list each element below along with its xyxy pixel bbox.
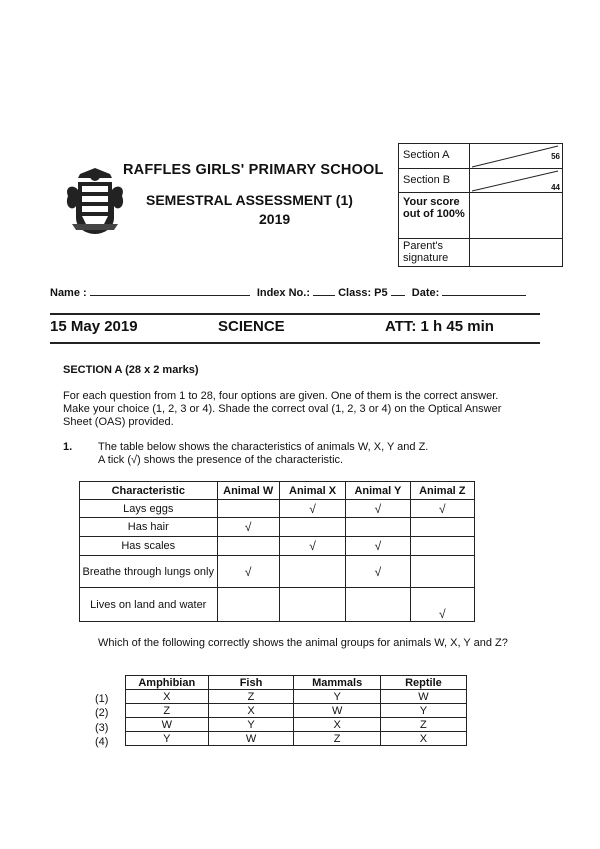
school-crest-logo <box>64 166 126 236</box>
assessment-year: 2019 <box>259 211 291 227</box>
column-header: Animal X <box>279 482 345 500</box>
index-field[interactable] <box>313 286 335 296</box>
table-cell <box>217 537 279 556</box>
column-header: Animal Z <box>410 482 474 500</box>
index-label: Index No.: <box>256 287 310 299</box>
section-b-score-cell[interactable] <box>470 169 563 193</box>
table-cell <box>217 588 279 622</box>
column-header: Mammals <box>294 676 380 690</box>
table-cell <box>346 518 410 537</box>
row-label: Lays eggs <box>80 500 218 518</box>
row-label: Breathe through lungs only <box>80 556 218 588</box>
option-cell: Z <box>380 718 466 732</box>
table-cell <box>410 518 474 537</box>
table-cell: √ <box>410 588 474 622</box>
section-b-label: Section B <box>399 169 470 193</box>
question-line-2: A tick (√) shows the presence of the characteristic. <box>98 454 344 466</box>
table-cell: √ <box>279 537 345 556</box>
option-cell: W <box>380 690 466 704</box>
row-label: Has hair <box>80 518 218 537</box>
table-cell: √ <box>217 518 279 537</box>
your-score-label: Your score out of 100% <box>399 193 470 239</box>
option-cell: W <box>294 704 380 718</box>
section-a-label: Section A <box>399 144 470 169</box>
column-header: Amphibian <box>126 676 209 690</box>
score-diagonal <box>470 144 562 169</box>
table-cell: √ <box>217 556 279 588</box>
options-row <box>126 704 467 718</box>
exam-subject: SCIENCE <box>218 318 285 335</box>
parent-signature-cell[interactable] <box>470 239 563 267</box>
class-label: Class: P5 <box>338 287 388 299</box>
table-cell <box>346 588 410 622</box>
name-label: Name : <box>50 287 87 299</box>
table-row <box>80 556 475 588</box>
exam-duration: ATT: 1 h 45 min <box>385 318 494 335</box>
exam-date: 15 May 2019 <box>50 318 138 335</box>
column-header: Characteristic <box>80 482 218 500</box>
student-details-line <box>50 286 526 299</box>
table-cell <box>279 588 345 622</box>
table-cell <box>279 518 345 537</box>
question-text <box>98 441 498 467</box>
section-a-title: SECTION A (28 x 2 marks) <box>63 364 199 376</box>
score-box <box>398 143 563 267</box>
name-field[interactable] <box>90 286 250 296</box>
option-cell: Z <box>126 704 209 718</box>
table-cell <box>410 556 474 588</box>
option-cell: Y <box>126 732 209 746</box>
option-cell: X <box>208 704 294 718</box>
table-cell <box>279 556 345 588</box>
option-cell: W <box>126 718 209 732</box>
section-a-score-cell[interactable] <box>470 144 563 169</box>
table-cell <box>410 537 474 556</box>
table-cell: √ <box>279 500 345 518</box>
option-cell: Z <box>208 690 294 704</box>
date-label: Date: <box>411 287 440 299</box>
row-label: Lives on land and water <box>80 588 218 622</box>
date-field[interactable] <box>442 286 526 296</box>
options-table <box>125 675 467 746</box>
option-cell: X <box>126 690 209 704</box>
column-header: Reptile <box>380 676 466 690</box>
options-header-row <box>126 676 467 690</box>
option-cell: W <box>208 732 294 746</box>
option-cell: Y <box>380 704 466 718</box>
table-row <box>80 588 475 622</box>
option-3[interactable]: (3) <box>95 721 109 734</box>
option-cell: X <box>294 718 380 732</box>
column-header: Animal Y <box>346 482 410 500</box>
table-row <box>80 518 475 537</box>
option-cell: X <box>380 732 466 746</box>
column-header: Fish <box>208 676 294 690</box>
table-row <box>80 500 475 518</box>
table-row <box>80 537 475 556</box>
question-line-1: The table below shows the characteristics of animals W, X, Y and Z. <box>98 441 429 453</box>
score-diagonal <box>470 169 562 193</box>
your-score-cell[interactable] <box>470 193 563 239</box>
divider-top <box>50 313 540 315</box>
option-cell: Y <box>208 718 294 732</box>
table-cell: √ <box>346 537 410 556</box>
divider-bottom <box>50 342 540 344</box>
option-1[interactable]: (1) <box>95 692 109 705</box>
section-instructions: For each question from 1 to 28, four options are given. One of them is the correct answer. Make your choice (1, 2, 3 or 4). Shade the correct oval (1, 2, 3 or 4) on the Optical Answer Sheet (OAS) provided. <box>63 390 502 428</box>
column-header: Animal W <box>217 482 279 500</box>
section-b-max: 44 <box>551 183 560 192</box>
parent-signature-label: Parent's signature <box>399 239 470 267</box>
table-cell: √ <box>346 500 410 518</box>
characteristics-table <box>79 481 475 622</box>
option-cell: Y <box>294 690 380 704</box>
option-cell: Z <box>294 732 380 746</box>
options-row <box>126 718 467 732</box>
table-cell <box>217 500 279 518</box>
question-prompt: Which of the following correctly shows the animal groups for animals W, X, Y and Z? <box>98 637 508 649</box>
class-field[interactable] <box>391 286 405 296</box>
options-row <box>126 732 467 746</box>
table-cell: √ <box>410 500 474 518</box>
table-cell: √ <box>346 556 410 588</box>
options-row <box>126 690 467 704</box>
section-a-max: 56 <box>551 152 560 161</box>
option-numbers <box>95 677 125 750</box>
row-label: Has scales <box>80 537 218 556</box>
school-name: RAFFLES GIRLS' PRIMARY SCHOOL <box>123 162 384 178</box>
assessment-title: SEMESTRAL ASSESSMENT (1) <box>146 192 353 208</box>
option-2[interactable]: (2) <box>95 707 109 719</box>
question-number: 1. <box>63 441 73 453</box>
characteristics-header-row <box>80 482 475 500</box>
option-4[interactable]: (4) <box>95 736 109 748</box>
